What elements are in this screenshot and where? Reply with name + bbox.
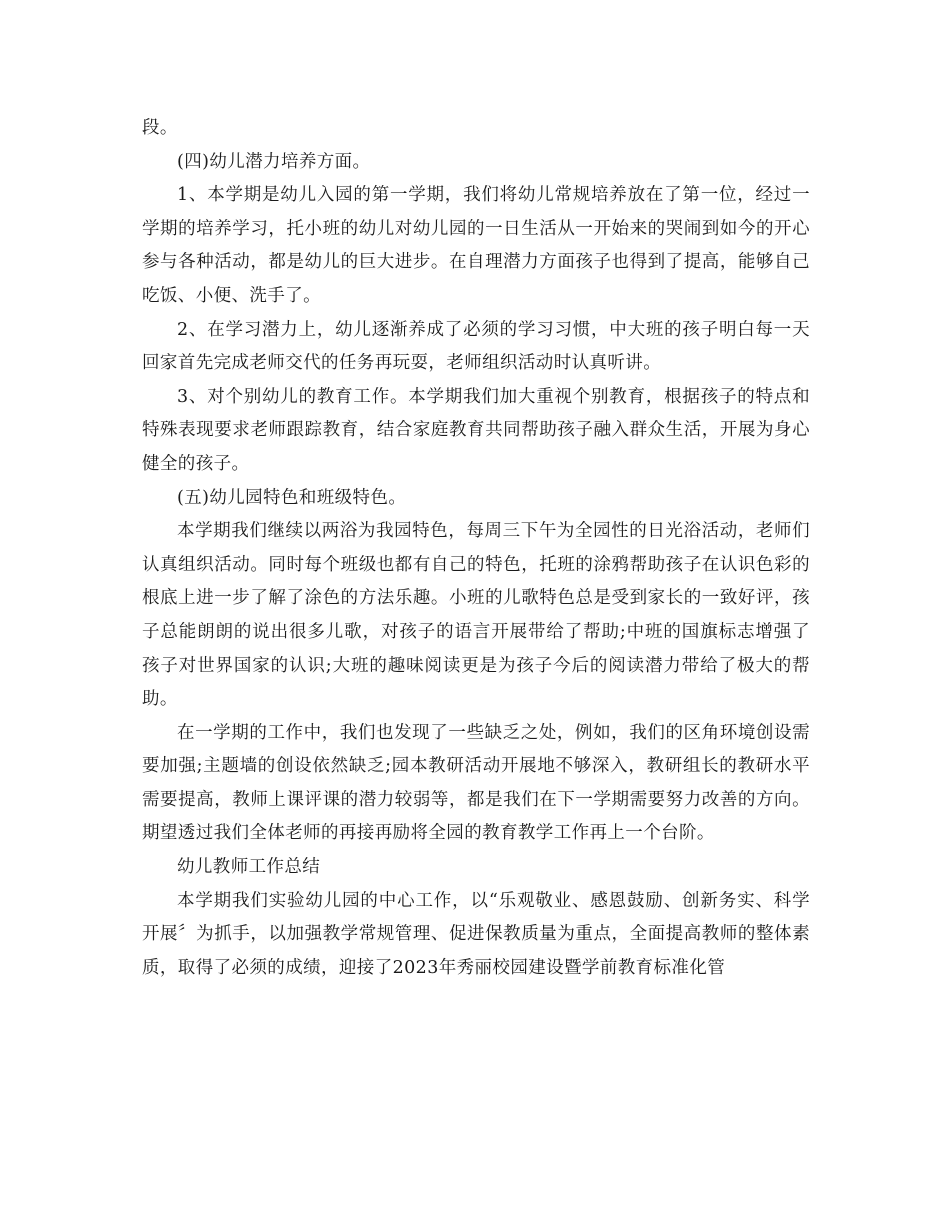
- paragraph-features: 本学期我们继续以两浴为我园特色，每周三下午为全园性的日光浴活动，老师们认真组织活动。同时每个班级也都有自己的特色，托班的涂鸦帮助孩子在认识色彩的根底上进一步了解了涂色的方法乐趣。小班的儿歌特色总是受到家长的一致好评，孩子总能朗朗的说出很多儿歌，对孩子的语言开展带给了帮助;中班的国旗标志增强了孩子对世界国家的认识;大班的趣味阅读更是为孩子今后的阅读潜力带给了极大的帮助。: [142, 521, 810, 710]
- section-heading-features: (五)幼儿园特色和班级特色。: [177, 487, 407, 508]
- paragraph-shortcomings: 在一学期的工作中，我们也发现了一些缺乏之处，例如，我们的区角环境创设需要加强;主题墙的创设依然缺乏;园本教研活动开展地不够深入，教研组长的教研水平需要提高，教师上课评课的潜力较弱等，都是我们在下一学期需要努力改善的方向。期望透过我们全体老师的再接再励将全园的教育教学工作再上一个台阶。: [142, 722, 810, 844]
- document-body: [142, 112, 810, 985]
- paragraph-item-1: 1、本学期是幼儿入园的第一学期，我们将幼儿常规培养放在了第一位，经过一学期的培养学习，托小班的幼儿对幼儿园的一日生活从一开始来的哭闹到如今的开心参与各种活动，都是幼儿的巨大进步。在自理潜力方面孩子也得到了提高，能够自己吃饭、小便、洗手了。: [142, 185, 810, 306]
- section-title-teacher-summary: 幼儿教师工作总结: [177, 857, 321, 878]
- paragraph-item-2: 2、在学习潜力上，幼儿逐渐养成了必须的学习习惯，中大班的孩子明白每一天回家首先完成老师交代的任务再玩耍，老师组织活动时认真听讲。: [142, 319, 810, 374]
- paragraph-summary-intro: 本学期我们实验幼儿园的中心工作，以“乐观敬业、感恩鼓励、创新务实、科学开展〞为抓手，以加强教学常规管理、促进保教质量为重点，全面提高教师的整体素质，取得了必须的成绩，迎接了2023年秀丽校园建设暨学前教育标准化管: [142, 890, 810, 978]
- section-heading-ability-training: (四)幼儿潜力培养方面。: [177, 151, 371, 172]
- paragraph-continuation: 段。: [142, 118, 178, 138]
- paragraph-item-3: 3、对个别幼儿的教育工作。本学期我们加大重视个别教育，根据孩子的特点和特殊表现要求老师跟踪教育，结合家庭教育共同帮助孩子融入群众生活，开展为身心健全的孩子。: [142, 386, 810, 474]
